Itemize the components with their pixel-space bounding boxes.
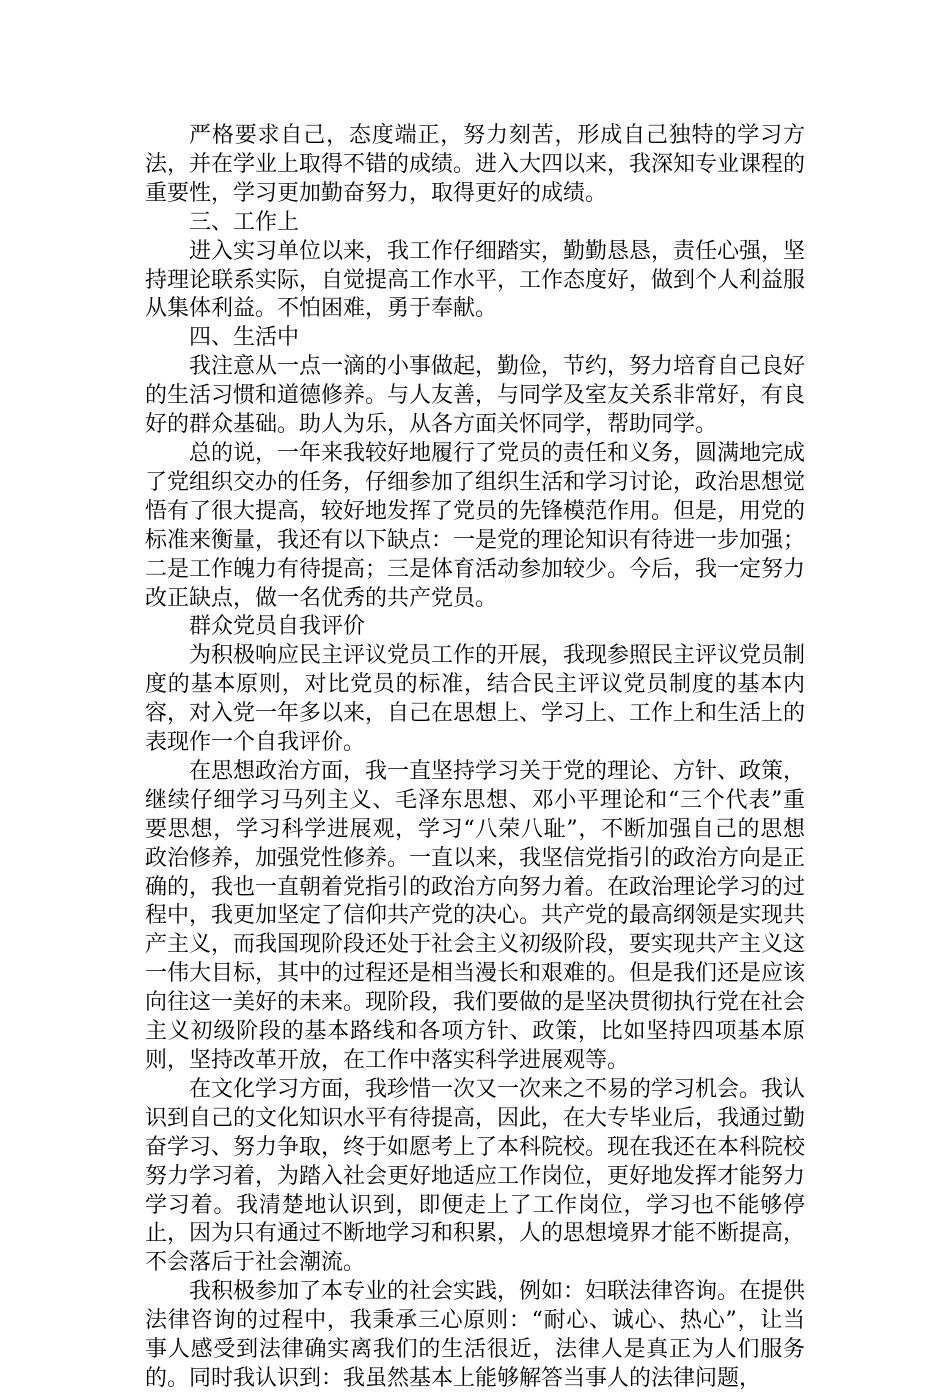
body-paragraph: 我积极参加了本专业的社会实践，例如：妇联法律咨询。在提供法律咨询的过程中，我秉承三心原则：“耐心、诚心、热心”，让当事人感受到法律确实离我们的生活很近，法律人是真正为人们服务的。同时我认识到：我虽然基本上能够解答当事人的法律问题， [145, 1279, 806, 1391]
document-subtitle: 群众党员自我评价 [189, 614, 366, 640]
body-paragraph: 为积极响应民主评议党员工作的开展，我现参照民主评议党员制度的基本原则，对比党员的标准，结合民主评议党员制度的基本内容，对入党一年多以来，自己在思想上、学习上、工作上和生活上的表现作一个自我评价。 [145, 643, 806, 756]
body-paragraph: 严格要求自己，态度端正，努力刻苦，形成自己独特的学习方法，并在学业上取得不错的成绩。进入大四以来，我深知专业课程的重要性，学习更加勤奋努力，取得更好的成绩。 [145, 123, 806, 206]
document-page [145, 122, 805, 1394]
body-paragraph: 在思想政治方面，我一直坚持学习关于党的理论、方针、政策，继续仔细学习马列主义、毛泽东思想、邓小平理论和“三个代表”重要思想，学习科学进展观，学习“八荣八耻”，不断加强自己的思想政治修养，加强党性修养。一直以来，我坚信党指引的政治方向是正确的，我也一直朝着党指引的政治方向努力着。在政治理论学习的过程中，我更加坚定了信仰共产党的决心。共产党的最高纲领是实现共产主义，而我国现阶段还处于社会主义初级阶段，要实现共产主义这一伟大目标，其中的过程还是相当漫长和艰难的。但是我们还是应该向往这一美好的未来。现阶段，我们要做的是坚决贯彻执行党在社会主义初级阶段的基本路线和各项方针、政策，比如坚持四项基本原则，坚持改革开放，在工作中落实科学进展观等。 [145, 758, 806, 1073]
body-paragraph: 进入实习单位以来，我工作仔细踏实，勤勤恳恳，责任心强，坚持理论联系实际，自觉提高工作水平，工作态度好，做到个人利益服从集体利益。不怕困难，勇于奉献。 [145, 238, 806, 322]
body-paragraph: 我注意从一点一滴的小事做起，勤俭，节约，努力培育自己良好的生活习惯和道德修养。与人友善，与同学及室友关系非常好，有良好的群众基础。助人为乐，从各方面关怀同学，帮助同学。 [145, 354, 806, 438]
body-paragraph: 总的说，一年来我较好地履行了党员的责任和义务，圆满地完成了党组织交办的任务，仔细参加了组织生活和学习讨论，政治思想觉悟有了很大提高，较好地发挥了党员的先锋模范作用。但是，用党的标准来衡量，我还有以下缺点：一是党的理论知识有待进一步加强；二是工作魄力有待提高；三是体育活动参加较少。今后，我一定努力改正缺点，做一名优秀的共产党员。 [145, 440, 806, 611]
section-heading-work: 三、工作上 [189, 209, 300, 235]
body-paragraph: 在文化学习方面，我珍惜一次又一次来之不易的学习机会。我认识到自己的文化知识水平有待提高，因此，在大专毕业后，我通过勤奋学习、努力争取，终于如愿考上了本科院校。现在我还在本科院校努力学习着，为踏入社会更好地适应工作岗位，更好地发挥才能努力学习着。我清楚地认识到，即便走上了工作岗位，学习也不能够停止，因为只有通过不断地学习和积累，人的思想境界才能不断提高，不会落后于社会潮流。 [145, 1076, 806, 1276]
section-heading-life: 四、生活中 [189, 325, 300, 351]
